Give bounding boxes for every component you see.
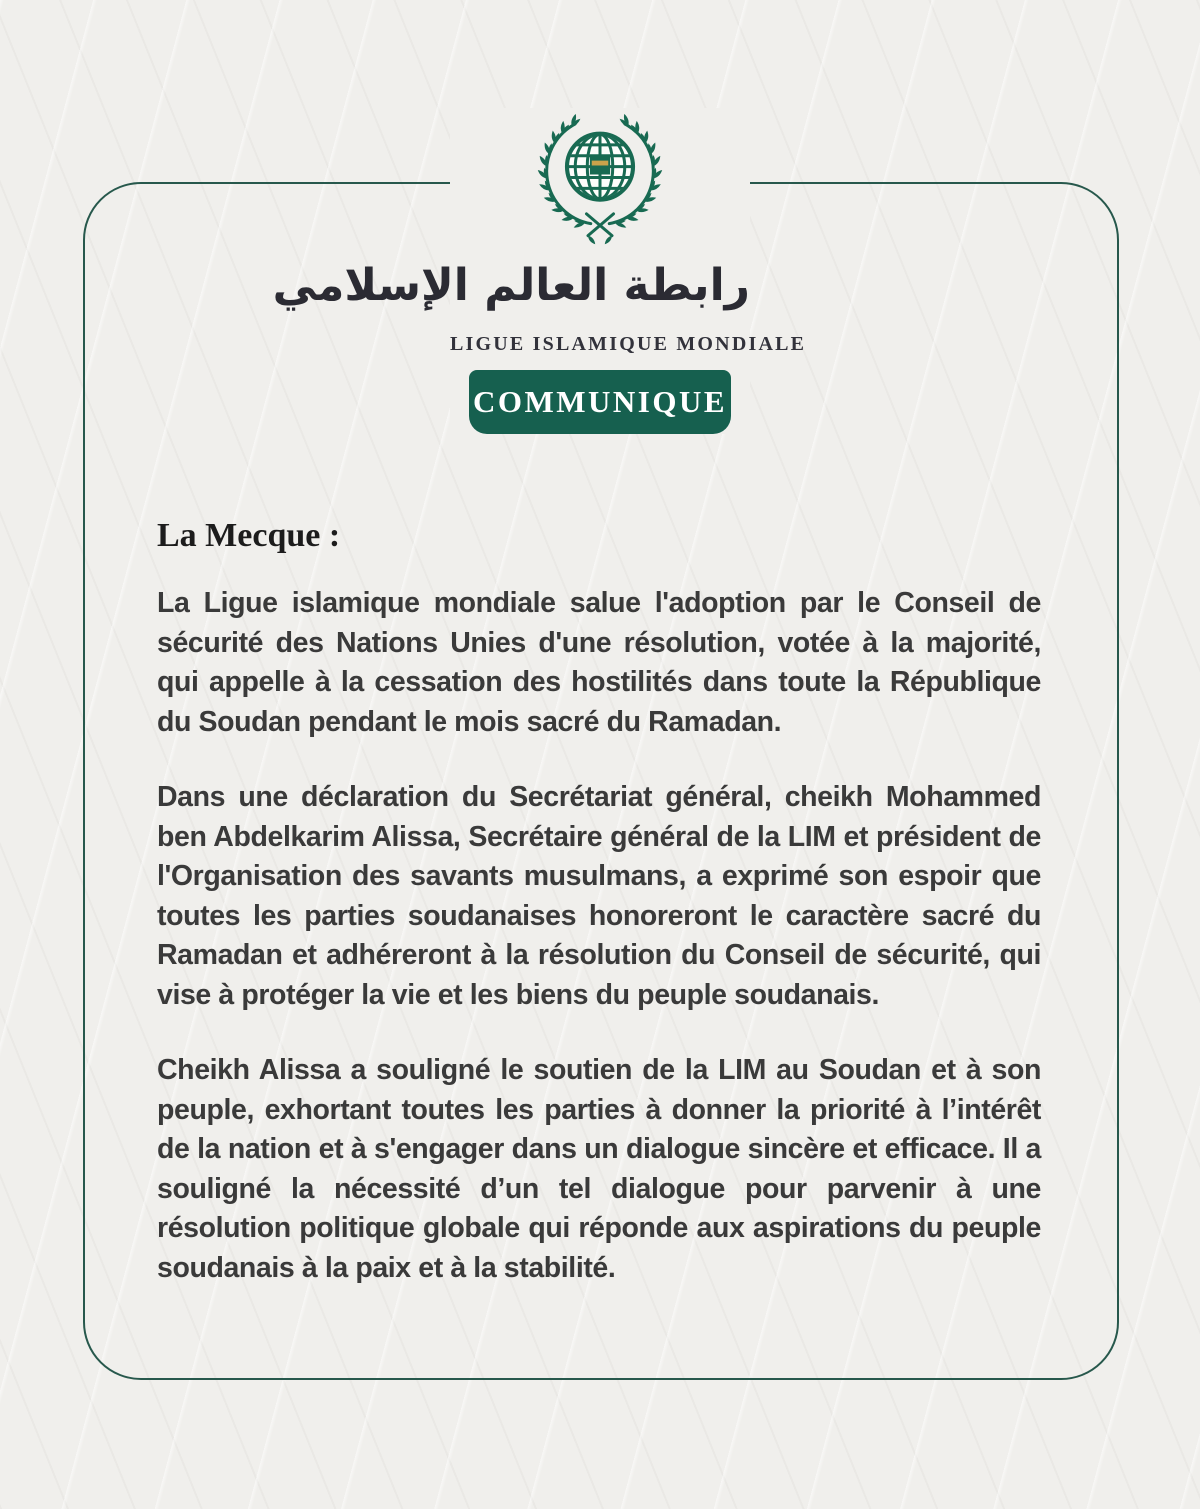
paragraph-3: Cheikh Alissa a souligné le soutien de la LIM au Soudan et à son peuple, exhortant toutes les parties à donner la priorité à l’intérêt de la nation et à s'engager dans un dialogue sincère et efficace. Il a souligné la nécessité d’un tel dialogue pour parvenir à une résolution politique globale qui réponde aux aspirations du peuple soudanais à la paix et à la stabilité.: [157, 1054, 1041, 1284]
arabic-title: رابطة العالم الإسلامي: [272, 260, 750, 311]
wreath-globe-icon: [525, 108, 675, 247]
paragraph-2: Dans une déclaration du Secrétariat général, cheikh Mohammed ben Abdelkarim Alissa, Secrétaire général de la LIM et président de l'Organisation des savants musulmans, a exprimé son espoir que toutes les parties soudanaises honoreront le caractère sacré du Ramadan et adhéreront à la résolution du Conseil de sécurité, qui vise à protéger la vie et les biens du peuple soudanais.: [157, 781, 1041, 1011]
mwl-logo: [450, 108, 750, 247]
header: [272, 108, 807, 434]
org-name: LIGUE ISLAMIQUE MONDIALE: [450, 333, 807, 355]
communique-body: [157, 516, 1041, 1324]
kaaba-icon: [590, 156, 610, 175]
paragraph-1: La Ligue islamique mondiale salue l'adoption par le Conseil de sécurité des Nations Unies d'une résolution, votée à la majorité, qui appelle à la cessation des hostilités dans toute la République du Soudan pendant le mois sacré du Ramadan.: [157, 587, 1041, 738]
communique-badge: COMMUNIQUE: [469, 370, 731, 434]
globe-icon: [567, 134, 633, 200]
dateline: La Mecque :: [157, 517, 341, 554]
